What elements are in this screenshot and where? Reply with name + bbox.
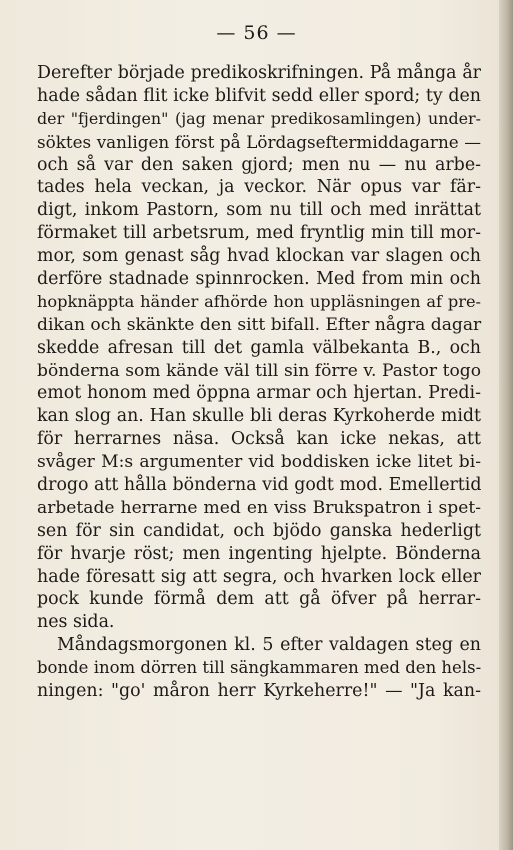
text-line: digt, inkom Pastorn, som nu till och med inrättat (37, 200, 481, 221)
text-line: pock kunde förmå dem att gå öfver på herrar- (37, 589, 481, 610)
text-line: för herrarnes näsa. Också kan icke nekas, att (37, 429, 481, 450)
page-number: — 56 — (216, 22, 297, 44)
text-line: hopknäppta händer afhörde hon uppläsningen af pre- (37, 291, 481, 311)
text-line: och så var den saken gjord; men nu — nu arbe- (37, 154, 481, 175)
text-line: hade föresatt sig att segra, och hvarken lock eller (37, 566, 481, 587)
text-line: bönderna som kände väl till sin förre v. Pastor togo (37, 360, 481, 381)
text-line: kan slog an. Han skulle bli deras Kyrkoherde midt (37, 406, 481, 427)
text-line: tades hela veckan, ja veckor. När opus var fär- (37, 177, 481, 198)
text-line: mor, som genast såg hvad klockan var slagen och (37, 246, 481, 267)
text-line: svåger M:s argumenter vid boddisken icke litet bi- (37, 452, 481, 473)
text-line: arbetade herrarne med en viss Brukspatron i spet- (37, 497, 481, 518)
text-line: nes sida. (37, 612, 115, 633)
text-line: söktes vanligen först på Lördagseftermiddagarne — (37, 131, 481, 152)
text-line: Måndagsmorgonen kl. 5 efter valdagen steg en (57, 635, 481, 656)
text-line: skedde afresan till det gamla välbekanta B., och (37, 337, 481, 358)
text-line: Derefter började predikoskrifningen. På många år (37, 63, 481, 83)
text-line: derföre stadnade spinnrocken. Med from min och (37, 269, 481, 290)
text-line: der "fjerdingen" (jag menar predikosamlingen) under- (37, 108, 481, 128)
text-line: sen för sin candidat, och bjödo ganska hederligt (37, 520, 481, 541)
text-line: bonde inom dörren till sängkammaren med den hels- (37, 658, 482, 678)
book-spine-shadow (499, 0, 513, 850)
text-line: drogo att hålla bönderna vid godt mod. Emellertid (37, 475, 482, 496)
text-line: hade sådan flit icke blifvit sedd eller spord; ty den (37, 85, 481, 106)
text-line: förmaket till arbetsrum, med fryntlig min till mor- (37, 223, 481, 244)
text-line: för hvarje röst; men ingenting hjelpte. Bönderna (37, 543, 481, 564)
text-line: dikan och skänkte den sitt bifall. Efter några dagar (37, 314, 482, 335)
text-line: emot honom med öppna armar och hjertan. Predi- (37, 383, 481, 404)
text-line: ningen: "go' måron herr Kyrkeherre!" — "Ja kan- (37, 681, 481, 702)
body-text (37, 62, 481, 703)
